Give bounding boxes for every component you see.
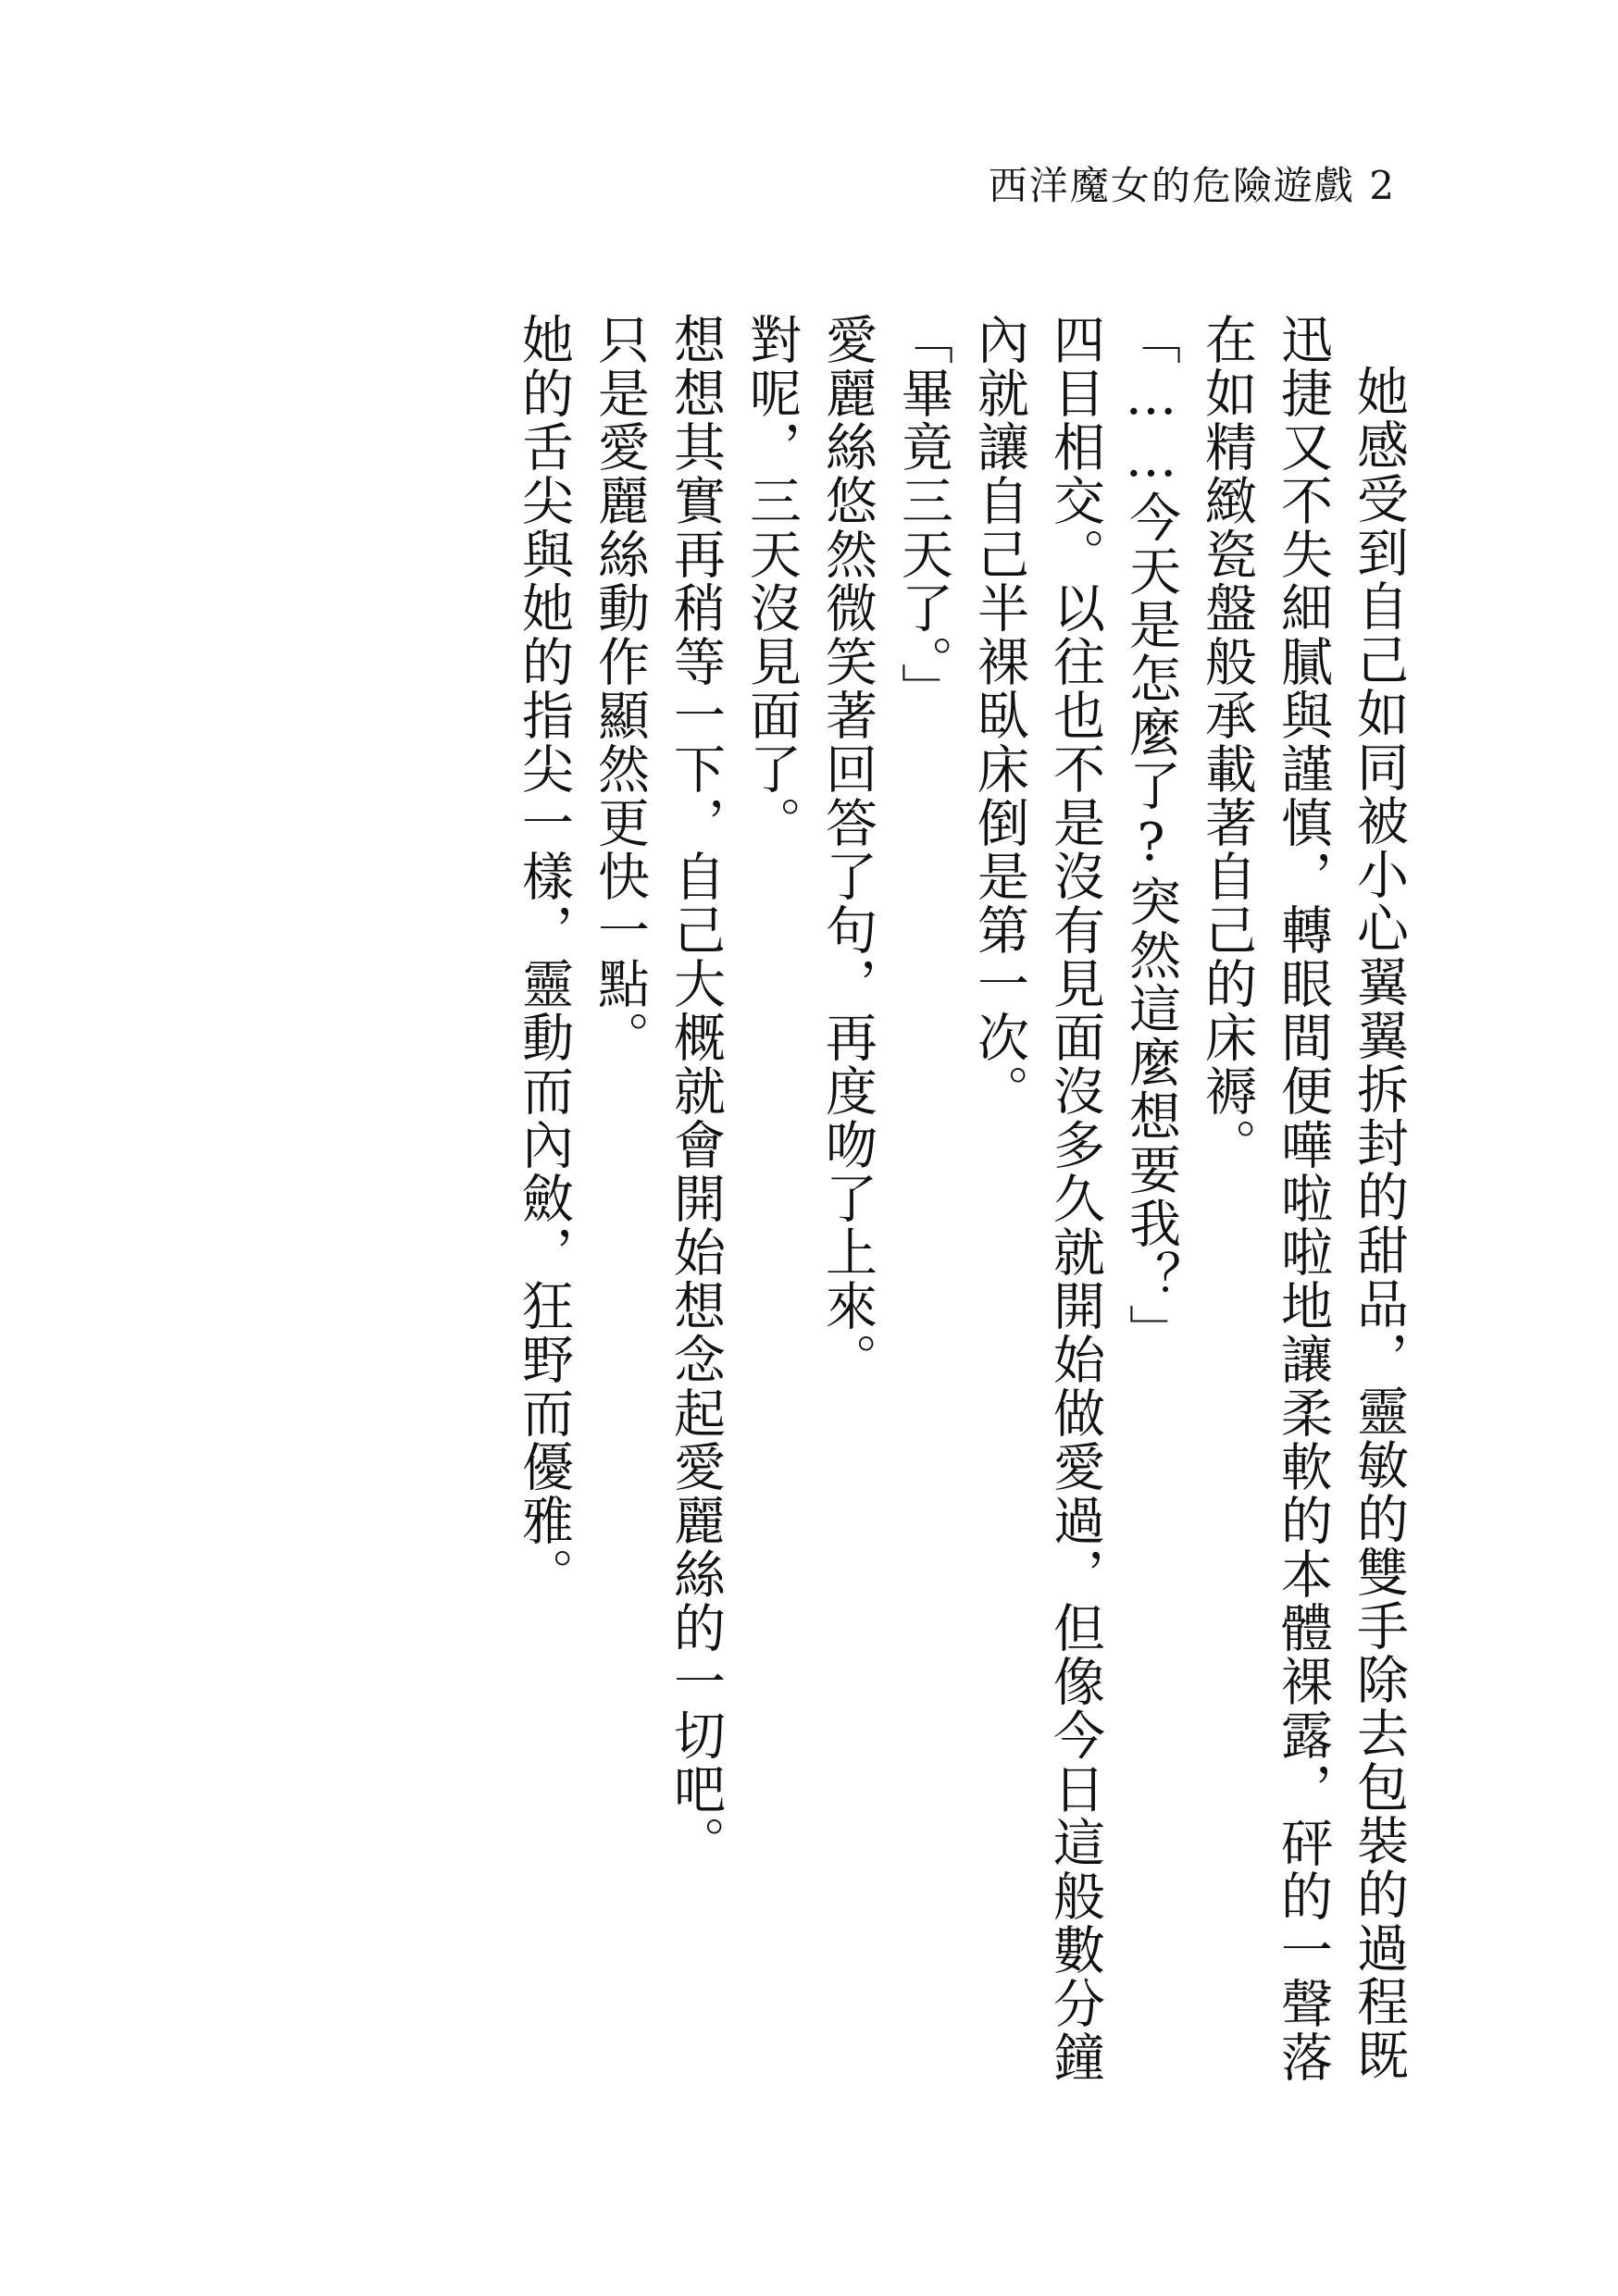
paragraph-6: 對呢，三天沒見面了。 bbox=[741, 313, 802, 850]
paragraph-4-dialogue: 「畢竟三天了。」 bbox=[893, 313, 953, 716]
page-header-title: 西洋魔女的危險遊戲 2 bbox=[988, 163, 1396, 208]
paragraph-9: 她的舌尖與她的指尖一樣，靈動而內斂，狂野而優雅。 bbox=[514, 313, 574, 1601]
paragraph-1: 她感受到自己如同被小心翼翼拆封的甜品，靈敏的雙手除去包裝的過程既迅捷又不失細膩與謹慎，轉眼間便嘩啦啦地讓柔軟的本體裸露，砰的一聲落在如精緻瓷盤般承載著自己的床褥。 bbox=[1197, 313, 1409, 2084]
paragraph-7: 想想其實再稍等一下，自己大概就會開始想念起愛麗絲的一切吧。 bbox=[666, 313, 726, 1869]
paragraph-8: 只是愛麗絲動作顯然更快一點。 bbox=[590, 313, 650, 1064]
body-text bbox=[505, 313, 1416, 2108]
paragraph-5: 愛麗絲悠然微笑著回答了句，再度吻了上來。 bbox=[817, 313, 877, 1386]
paragraph-2-dialogue: 「……今天是怎麼了?突然這麼想要我？」 bbox=[1121, 313, 1181, 1358]
paragraph-3: 四目相交。以往也不是沒有見面沒多久就開始做愛過，但像今日這般數分鐘內就讓自己半裸臥床倒是第一次。 bbox=[969, 313, 1105, 2084]
